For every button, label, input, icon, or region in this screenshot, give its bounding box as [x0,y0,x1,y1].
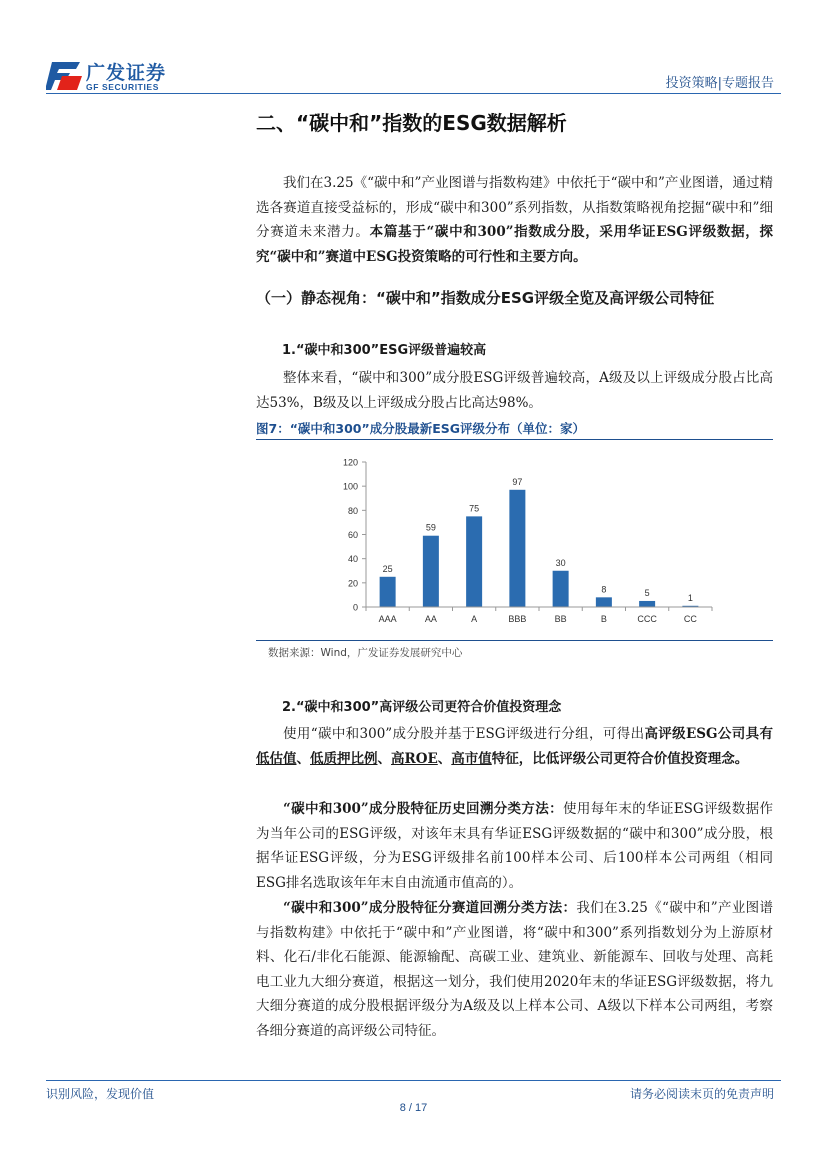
bars-group [380,477,699,607]
history-method-paragraph [256,797,773,895]
x-tick-label-bbb: BBB [508,614,527,624]
x-axis [366,607,712,624]
data-label-bbb: 97 [512,476,523,487]
heading-rating-high: 1.“碳中和300”ESG评级普遍较高 [282,343,487,358]
bar-bbb [509,490,525,607]
bar-b [596,597,612,607]
y-tick-label: 100 [342,481,358,492]
footer-divider [46,1080,781,1081]
data-label-aaa: 25 [382,563,393,574]
logo-english-name: GF SECURITIES [86,82,159,92]
x-tick-label-b: B [600,614,607,624]
p3-sep-3: 、 [437,750,452,767]
company-logo [46,58,176,94]
value-investing-paragraph [256,722,773,771]
p3-high-roe: 高ROE [391,750,438,767]
report-category: 投资策略|专题报告 [665,76,774,91]
x-tick-label-aa: AA [424,614,437,624]
bar-bb [553,571,569,607]
sector-method-text: 我们在3.25《“碳中和”产业图谱与指数构建》中依托于“碳中和”产业图谱，将“碳中和300”系列指数划分为上游原材料、化石/非化石能源、能源输配、高碳工业、建筑业、新能源车、回收与处理、高耗电工业九大细分赛道，根据这一划分，我们使用2020年末的华证ESG评级数据，将九大细分赛道的成分股根据评级分为A级及以上样本公司、A级以下样本公司两组，考察各细分赛道的高评级公司特征。 [256,900,773,1039]
intro-paragraph [256,171,773,269]
section-title: 二、“碳中和”指数的ESG数据解析 [256,111,567,135]
p3-high-market-cap: 高市值 [451,750,492,767]
history-method-text: 使用每年末的华证ESG评级数据作为当年公司的ESG评级，对该年末具有华证ESG评级数据的“碳中和300”成分股，根据华证ESG评级，分为ESG评级排名前100样本公司、后100样本公司两组（相同ESG排名选取该年年末自由流通市值高的）。 [256,801,773,891]
y-tick-label: 80 [347,505,358,516]
p3-sep-1: 、 [296,750,310,767]
heading-value-investing: 2.“碳中和300”高评级公司更符合价值投资理念 [282,700,562,715]
y-tick-label: 40 [347,554,358,565]
x-tick-label-a: A [471,614,478,624]
logo-name: 广发证券 [86,62,167,84]
y-axis [343,458,366,613]
p3-text-a: 使用“碳中和300”成分股并基于ESG评级进行分组，可得出 [283,726,645,742]
rating-summary-paragraph: 整体来看，“碳中和300”成分股ESG评级普遍较高，A级及以上评级成分股占比高达53%，B级及以上评级成分股占比高达98%。 [256,370,773,411]
sub-heading: （一）静态视角：“碳中和”指数成分ESG评级全览及高评级公司特征 [256,289,715,307]
data-label-aa: 59 [425,522,436,533]
bar-aaa [380,577,396,607]
x-tick-label-cc: CC [683,614,697,624]
x-tick-label-aaa: AAA [378,614,397,624]
sector-method-label: “碳中和300”成分股特征分赛道回溯分类方法： [283,900,577,916]
y-tick-label: 120 [342,457,358,468]
page-number: 8 / 17 [399,1102,428,1114]
x-tick-label-ccc: CCC [637,614,657,624]
history-method-label: “碳中和300”成分股特征历史回溯分类方法： [283,801,563,817]
y-tick-label: 20 [347,578,358,589]
intro-bold-text: 本篇基于“碳中和300”指数成分股，采用华证ESG评级数据，探究“碳中和”赛道中ESG投资策略的可行性和主要方向。 [256,224,774,265]
bar-ccc [639,601,655,607]
gf-logo-icon [46,58,84,94]
sector-method-paragraph [256,896,773,1043]
data-label-b: 8 [601,584,607,595]
bar-aa [423,536,439,607]
data-label-cc: 1 [687,592,693,603]
figure-top-rule [256,439,773,440]
figure-source: 数据来源：Wind，广发证券发展研究中心 [268,647,463,659]
figure-title: 图7：“碳中和300”成分股最新ESG评级分布（单位：家） [256,421,586,436]
y-tick-label: 0 [352,602,358,613]
data-label-a: 75 [469,503,480,514]
p3-sep-2: 、 [377,750,391,767]
p3-text-b: 高评级ESG公司具有 [644,726,773,742]
data-label-bb: 30 [555,557,566,568]
header-divider [46,93,781,94]
footer-slogan: 识别风险，发现价值 [46,1087,155,1101]
footer-disclaimer-note: 请务必阅读末页的免责声明 [629,1087,774,1101]
figure-bottom-rule [256,640,773,641]
esg-rating-bar-chart [330,450,730,630]
x-tick-label-bb: BB [554,614,567,624]
y-tick-label: 60 [347,530,358,540]
intro-text: 我们在3.25《“碳中和”产业图谱与指数构建》中依托于“碳中和”产业图谱，通过精选各赛道直接受益标的，形成“碳中和300”系列指数，从指数策略视角挖掘“碳中和”细分赛道未来潜力。 [256,175,773,240]
p3-low-valuation: 低估值 [256,750,297,767]
p3-low-pledge: 低质押比例 [310,750,378,767]
bar-a [466,516,482,607]
data-label-ccc: 5 [644,587,650,598]
p3-text-f: 特征，比低评级公司更符合价值投资理念。 [491,750,749,767]
